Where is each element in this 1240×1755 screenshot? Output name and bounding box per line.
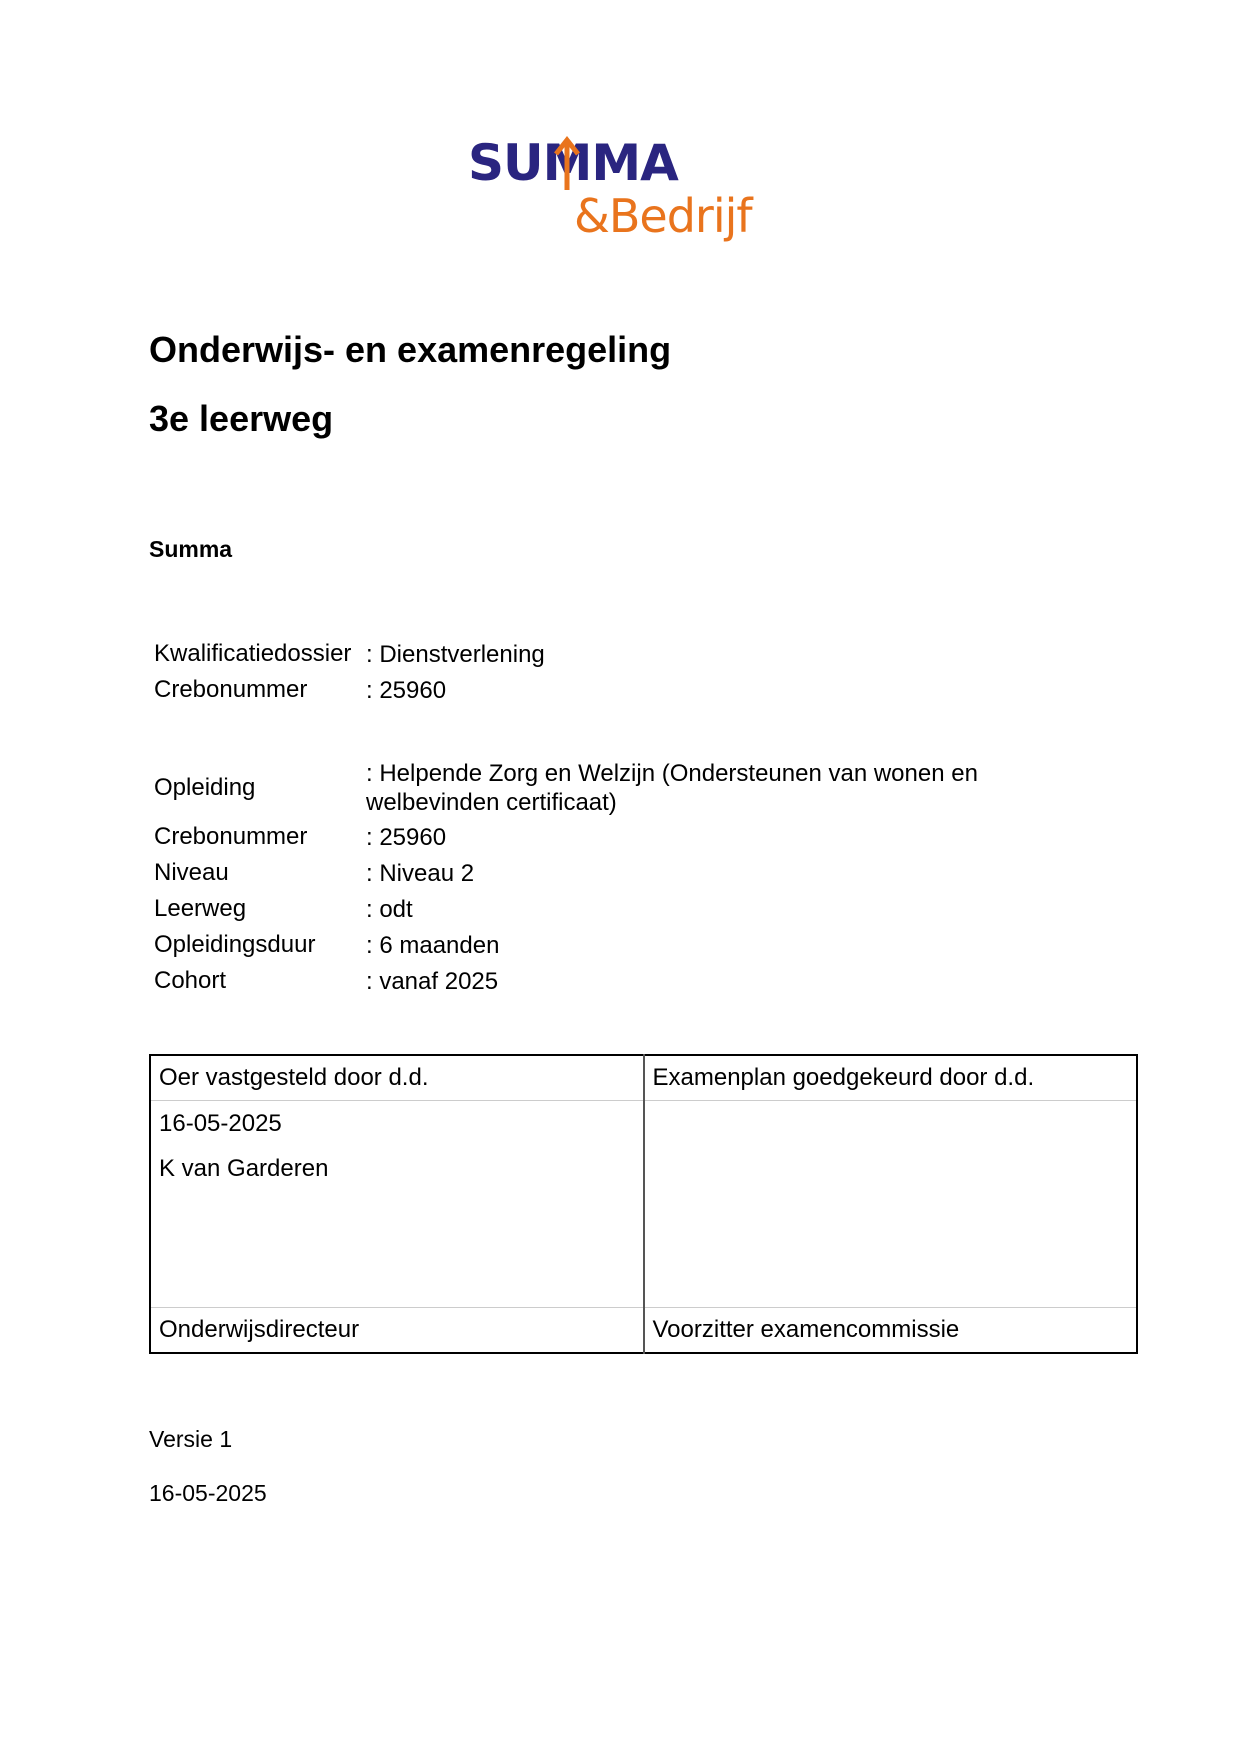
approval-left-signature — [150, 1101, 644, 1308]
summa-bedrijf-logo — [466, 128, 766, 248]
info-value: : 25960 — [366, 823, 447, 851]
info-row-opleiding — [154, 757, 1054, 819]
version-date: 16-05-2025 — [149, 1480, 267, 1506]
approval-right-header: Examenplan goedgekeurd door d.d. — [644, 1055, 1138, 1101]
info-label: Niveau — [154, 859, 229, 886]
qualification-info — [154, 636, 1054, 708]
program-info — [154, 757, 1054, 999]
info-value: : Niveau 2 — [366, 859, 475, 887]
info-label: Crebonummer — [154, 676, 308, 703]
info-value: : Helpende Zorg en Welzijn (Ondersteunen van wonen en welbevinden certificaat) — [366, 760, 978, 816]
logo-graphic — [466, 128, 766, 248]
info-value: : 6 maanden — [366, 931, 500, 959]
approval-signature-row — [150, 1101, 1137, 1308]
info-row-leerweg — [154, 891, 1054, 927]
approval-right-role: Voorzitter examencommissie — [644, 1308, 1138, 1354]
organization-name: Summa — [149, 536, 233, 562]
info-label: Crebonummer — [154, 823, 308, 850]
info-label: Cohort — [154, 967, 227, 994]
approval-left-header: Oer vastgesteld door d.d. — [150, 1055, 644, 1101]
logo-text-bedrijf: &Bedrijf — [574, 189, 752, 243]
info-row-opleidingsduur — [154, 927, 1054, 963]
approval-date: 16-05-2025 — [159, 1110, 282, 1137]
info-label: Opleiding — [154, 774, 256, 801]
version-label: Versie 1 — [149, 1426, 233, 1452]
approval-footer-row — [150, 1308, 1137, 1354]
info-label: Opleidingsduur — [154, 931, 316, 958]
info-row-kwalificatiedossier — [154, 636, 1054, 672]
info-row-niveau — [154, 855, 1054, 891]
approval-header-row — [150, 1055, 1137, 1101]
info-row-cohort — [154, 963, 1054, 999]
info-row-crebonummer — [154, 672, 1054, 708]
info-value: : 25960 — [366, 676, 447, 704]
approval-name: K van Garderen — [159, 1155, 329, 1182]
info-value: : vanaf 2025 — [366, 967, 499, 995]
approval-right-signature — [644, 1101, 1138, 1308]
info-label: Leerweg — [154, 895, 247, 922]
approval-left-role: Onderwijsdirecteur — [150, 1308, 644, 1354]
info-label: Kwalificatiedossier — [154, 640, 352, 667]
info-value: : odt — [366, 895, 413, 923]
document-title: Onderwijs- en examenregeling — [149, 329, 672, 370]
logo-text-summa: SUMMA — [468, 134, 678, 192]
document-subtitle: 3e leerweg — [149, 398, 334, 439]
approval-table — [149, 1054, 1138, 1354]
info-row-crebonummer — [154, 819, 1054, 855]
info-value: : Dienstverlening — [366, 640, 545, 668]
